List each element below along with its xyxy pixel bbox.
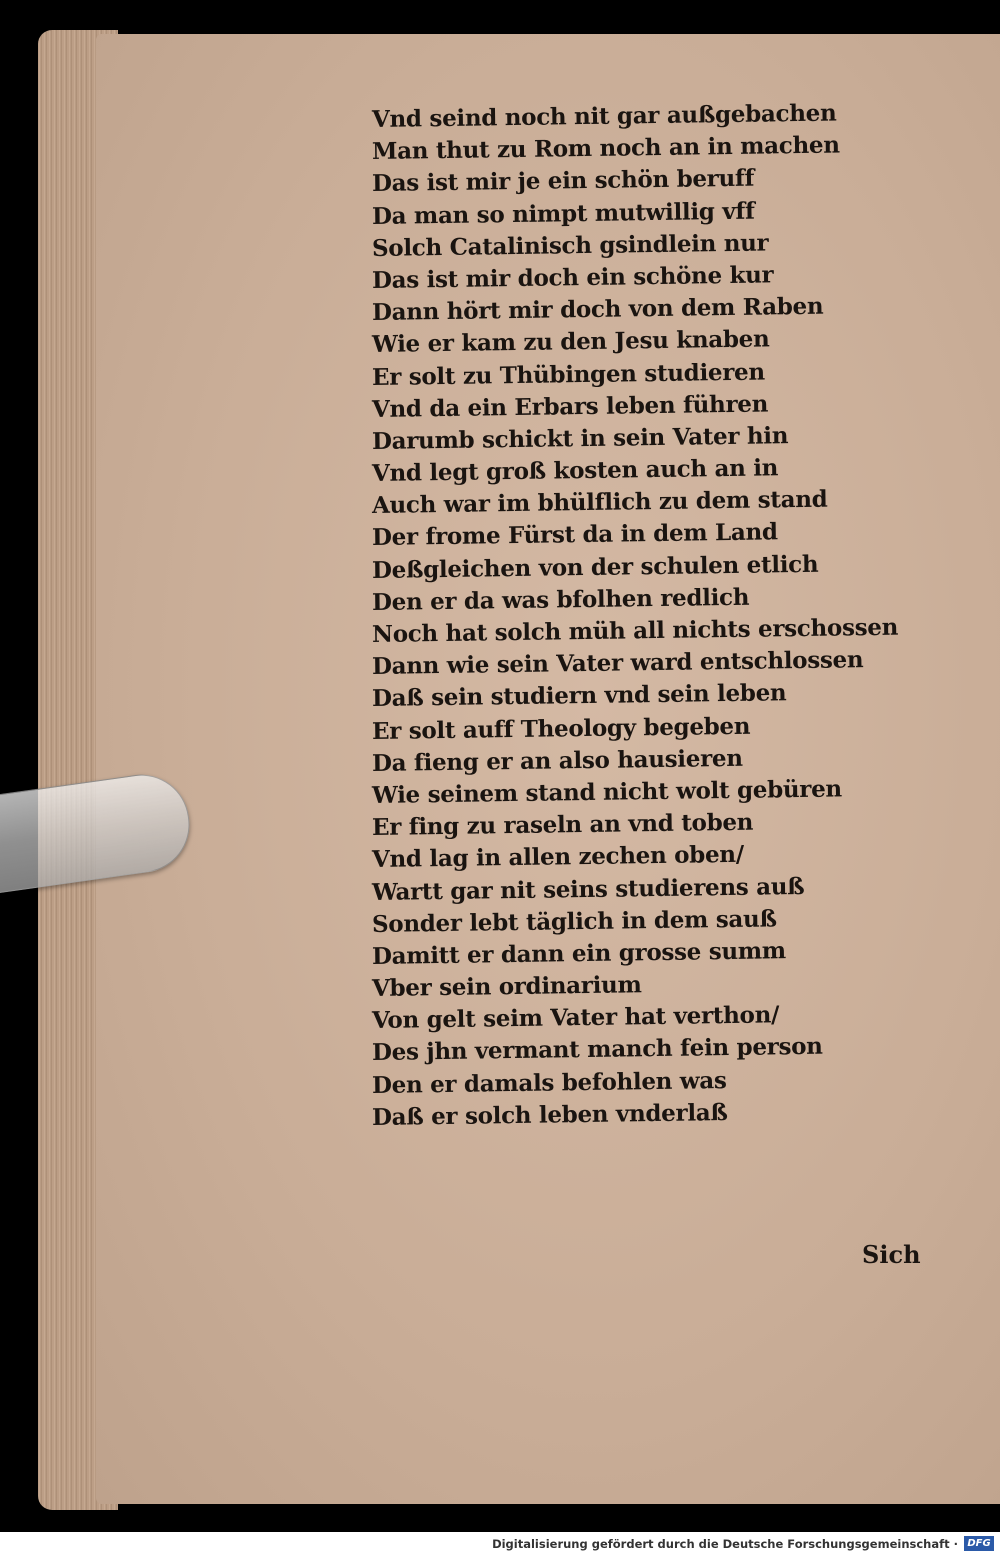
poem-line: Er solt zu Thübingen studieren — [371, 358, 766, 391]
poem-line: Daß er solch leben vnderlaß — [371, 1098, 728, 1131]
poem-line: Er solt auff Theology begeben — [371, 712, 751, 745]
poem-line: Darumb schickt in sein Vater hin — [371, 422, 789, 455]
poem-line: Das ist mir je ein schön beruff — [371, 165, 755, 198]
poem-line: Vnd legt groß kosten auch an in — [371, 454, 779, 488]
poem-line: Vnd lag in allen zechen oben/ — [371, 841, 745, 874]
poem-line: Vnd seind noch nit gar außgebachen — [371, 99, 837, 133]
poem-text-block — [371, 99, 912, 1134]
poem-line: Da man so nimpt mutwillig vff — [371, 197, 755, 230]
dfg-logo-icon: DFG — [964, 1536, 994, 1551]
footer-bar — [0, 1532, 1000, 1556]
poem-line: Dann wie sein Vater ward entschlossen — [371, 646, 864, 681]
poem-line: Des jhn vermant manch fein person — [371, 1033, 823, 1067]
poem-line: Daß sein studiern vnd sein leben — [371, 679, 787, 713]
poem-line: Das ist mir doch ein schöne kur — [371, 261, 774, 294]
poem-line: Solch Catalinisch gsindlein nur — [371, 229, 769, 262]
poem-line: Vber sein ordinarium — [371, 971, 642, 1003]
poem-line: Man thut zu Rom noch an in machen — [371, 131, 840, 166]
poem-line: Den er da was bfolhen redlich — [371, 583, 750, 616]
catchword: Sich — [862, 1240, 921, 1269]
poem-line: Sonder lebt täglich in dem sauß — [371, 905, 777, 938]
poem-line: Den er damals befohlen was — [371, 1066, 727, 1099]
poem-line: Wie seinem stand nicht wolt gebüren — [371, 775, 843, 809]
poem-line: Er fing zu raseln an vnd toben — [371, 808, 754, 842]
poem-line: Da fieng er an also hausieren — [371, 744, 743, 777]
poem-line: Vnd da ein Erbars leben führen — [371, 390, 769, 423]
poem-line: Der frome Fürst da in dem Land — [371, 518, 778, 552]
poem-line: Wie er kam zu den Jesu knaben — [371, 325, 770, 359]
poem-line: Auch war im bhülflich zu dem stand — [371, 485, 828, 520]
poem-line: Damitt er dann ein grosse summ — [371, 937, 787, 970]
poem-line: Deßgleichen von der schulen etlich — [371, 550, 819, 584]
poem-line: Von gelt seim Vater hat verthon/ — [371, 1001, 780, 1035]
poem-line: Wartt gar nit seins studierens auß — [371, 872, 805, 906]
footer-credit: Digitalisierung gefördert durch die Deutsche Forschungsgemeinschaft · — [492, 1537, 958, 1551]
poem-line: Dann hört mir doch von dem Raben — [371, 292, 824, 327]
poem-line: Noch hat solch müh all nichts erschossen — [371, 613, 899, 648]
